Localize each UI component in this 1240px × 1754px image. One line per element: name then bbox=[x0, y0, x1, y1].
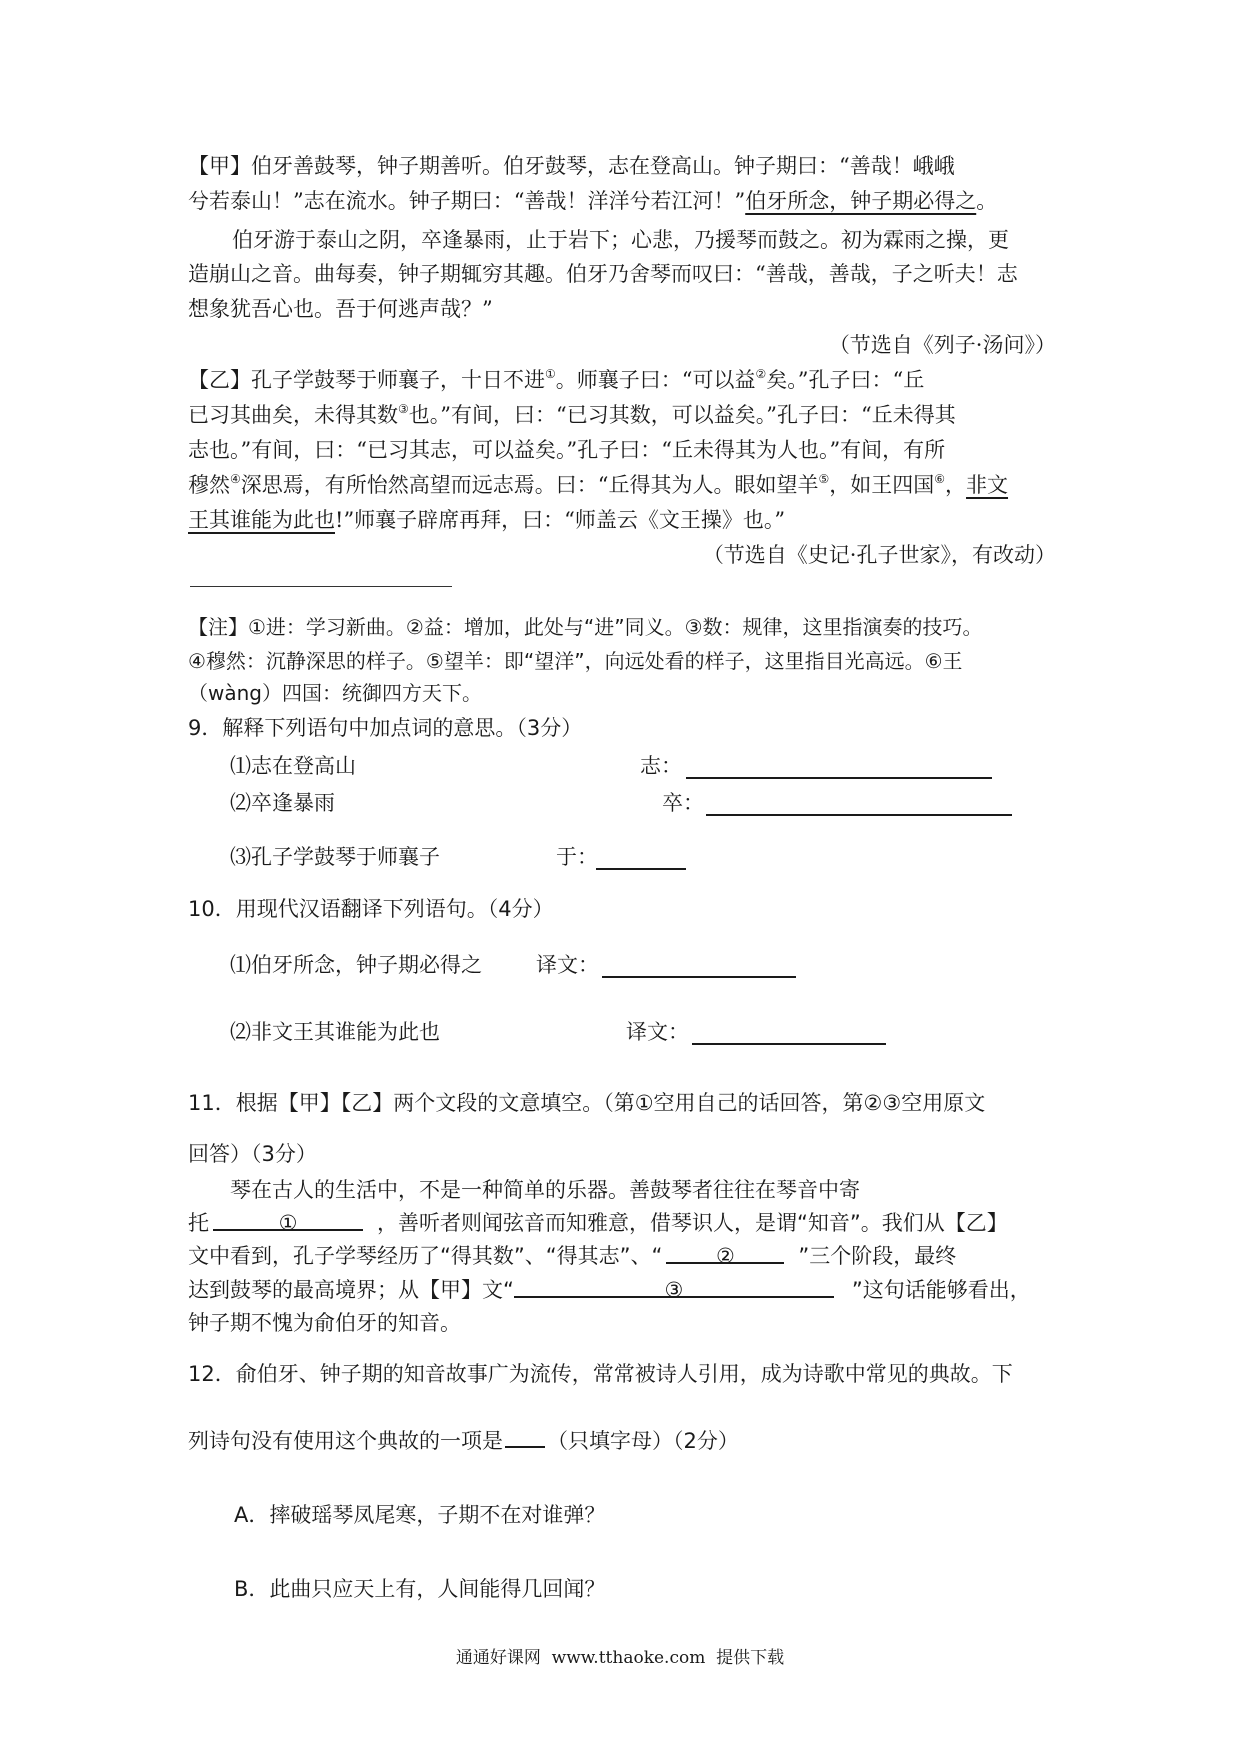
q9-item2-label: 卒： bbox=[662, 791, 704, 815]
q10-stem: 10．用现代汉语翻译下列语句。（4分） bbox=[188, 897, 554, 921]
q12-stem-line2-text-a: 列诗句没有使用这个典故的一项是 bbox=[188, 1429, 503, 1453]
q11-blank3-marker: ③ bbox=[664, 1278, 684, 1302]
notes-line3: （wàng）四国：统御四方天下。 bbox=[188, 681, 482, 705]
yi-line4 bbox=[188, 471, 1008, 499]
q11-blank1-field[interactable] bbox=[213, 1209, 363, 1235]
jia-p2-line2: 造崩山之音。曲每奏，钟子期辄穷其趣。伯牙乃舍琴而叹曰：“善哉，善哉，子之听夫！志 bbox=[188, 262, 1018, 286]
note-marker-6: ⑥ bbox=[934, 472, 946, 486]
q9-answer2-field[interactable] bbox=[706, 794, 1012, 816]
yi-line4-text-c: ，如王四国 bbox=[829, 473, 935, 497]
q11-para-line2-text-a: 托 bbox=[188, 1211, 209, 1235]
yi-source: （节选自《史记·孔子世家》，有改动） bbox=[702, 543, 1056, 567]
q11-blank2-field[interactable] bbox=[666, 1242, 784, 1268]
yi-line1-text-a: 【乙】孔子学鼓琴于师襄子，十日不进 bbox=[188, 368, 545, 392]
q11-para-line2 bbox=[188, 1209, 1008, 1237]
yi-underlined-sentence-end: 王其谁能为此也 bbox=[188, 508, 335, 532]
note-marker-4: ④ bbox=[230, 472, 241, 486]
yi-line5-text: !”师襄子辟席再拜，曰：“师盖云《文王操》也。” bbox=[335, 508, 786, 532]
q12-option-b: B．此曲只应天上有，人间能得几回闻？ bbox=[234, 1577, 606, 1601]
jia-p2-line3: 想象犹吾心也。吾于何逃声哉？” bbox=[188, 297, 493, 321]
q10-item1: ⑴伯牙所念，钟子期必得之 bbox=[230, 953, 482, 977]
q12-option-a: A．摔破瑶琴凤尾寒，子期不在对谁弹？ bbox=[234, 1503, 606, 1527]
yi-line1-text-c: 矣。”孔子曰：“丘 bbox=[766, 368, 925, 392]
yi-line5 bbox=[188, 506, 785, 534]
q11-stem-line1: 11．根据【甲】【乙】两个文段的文意填空。（第①空用自己的话回答，第②③空用原文 bbox=[188, 1091, 986, 1115]
q11-para-line2-text-b: ，善听者则闻弦音而知雅意，借琴识人，是谓“知音”。我们从【乙】 bbox=[377, 1211, 1008, 1235]
notes-line2: ④穆然：沉静深思的样子。⑤望羊：即“望洋”，向远处看的样子，这里指目光高远。⑥王 bbox=[188, 649, 963, 673]
q9-answer1-field[interactable] bbox=[686, 757, 992, 779]
q11-para-line3-text-a: 文中看到，孔子学琴经历了“得其数”、“得其志”、“ bbox=[188, 1244, 663, 1268]
q12-stem-line2-text-b: （只填字母）（2分） bbox=[547, 1429, 739, 1453]
yi-line4-text-a: 穆然 bbox=[188, 473, 230, 497]
page-footer: 通通好课网 www.tthaoke.com 提供下载 bbox=[455, 1648, 785, 1668]
q10-item2: ⑵非文王其谁能为此也 bbox=[230, 1020, 440, 1044]
q11-para-line3 bbox=[188, 1242, 956, 1270]
q11-stem-line2: 回答）（3分） bbox=[188, 1142, 317, 1166]
q9-item1-label: 志： bbox=[640, 754, 682, 778]
q10-item2-label: 译文： bbox=[626, 1020, 689, 1044]
q9-answer3-field[interactable] bbox=[596, 848, 686, 870]
q10-item1-label: 译文： bbox=[536, 953, 599, 977]
q9-item3: ⑶孔子学鼓琴于师襄子 bbox=[230, 845, 440, 869]
yi-line4-text-d: ， bbox=[945, 473, 967, 497]
jia-p2-line1: 伯牙游于泰山之阴，卒逢暴雨，止于岩下；心悲，乃援琴而鼓之。初为霖雨之操，更 bbox=[232, 228, 1009, 252]
q11-para-line4-text-a: 达到鼓琴的最高境界；从【甲】文“ bbox=[188, 1278, 514, 1302]
q11-blank2-marker: ② bbox=[715, 1244, 735, 1268]
q9-item1: ⑴志在登高山 bbox=[230, 754, 356, 778]
jia-source: （节选自《列子·汤问》） bbox=[828, 333, 1056, 357]
jia-p1-line1: 【甲】伯牙善鼓琴，钟子期善听。伯牙鼓琴，志在登高山。钟子期曰：“善哉！峨峨 bbox=[188, 154, 955, 178]
notes-divider bbox=[190, 586, 452, 587]
jia-p1-line2 bbox=[188, 187, 997, 215]
yi-line3: 志也。”有间，曰：“已习其志，可以益矣。”孔子曰：“丘未得其为人也。”有间，有所 bbox=[188, 438, 946, 462]
q12-stem-line1: 12．俞伯牙、钟子期的知音故事广为流传，常常被诗人引用，成为诗歌中常见的典故。下 bbox=[188, 1362, 1013, 1386]
q11-para-line4-text-b: ”这句话能够看出， bbox=[851, 1278, 1031, 1302]
q10-answer1-field[interactable] bbox=[602, 956, 796, 978]
jia-p1-line2-end: 。 bbox=[976, 189, 998, 213]
q11-para-line5: 钟子期不愧为俞伯牙的知音。 bbox=[188, 1311, 461, 1335]
yi-line1-text-b: 。师襄子曰：“可以益 bbox=[555, 368, 756, 392]
note-marker-1: ① bbox=[545, 367, 556, 381]
yi-underlined-sentence-start: 非文 bbox=[966, 473, 1009, 497]
q9-stem: 9．解释下列语句中加点词的意思。（3分） bbox=[188, 716, 583, 740]
yi-line2 bbox=[188, 401, 956, 429]
note-marker-3: ③ bbox=[398, 402, 409, 416]
jia-underlined-sentence: 伯牙所念，钟子期必得之 bbox=[745, 189, 977, 213]
yi-line2-text-a: 已习其曲矣，未得其数 bbox=[188, 403, 398, 427]
q11-para-line1: 琴在古人的生活中，不是一种简单的乐器。善鼓琴者往往在琴音中寄 bbox=[230, 1178, 860, 1202]
yi-line2-text-b: 也。”有间，曰：“已习其数，可以益矣。”孔子曰：“丘未得其 bbox=[408, 403, 956, 427]
q9-item2: ⑵卒逢暴雨 bbox=[230, 791, 335, 815]
q11-blank3-field[interactable] bbox=[514, 1276, 834, 1302]
yi-line4-text-b: 深思焉，有所怡然高望而远志焉。曰：“丘得其为人。眼如望羊 bbox=[240, 473, 819, 497]
notes-line1: 【注】①进：学习新曲。②益：增加，此处与“进”同义。③数：规律，这里指演奏的技巧。 bbox=[188, 615, 983, 639]
q12-stem-line2 bbox=[188, 1426, 739, 1455]
note-marker-2: ② bbox=[755, 367, 767, 381]
q12-answer-field[interactable] bbox=[505, 1426, 545, 1448]
q11-para-line4 bbox=[188, 1276, 1031, 1304]
q11-blank1-marker: ① bbox=[278, 1211, 298, 1235]
q10-answer2-field[interactable] bbox=[692, 1023, 886, 1045]
q11-para-line3-text-b: ”三个阶段，最终 bbox=[798, 1244, 957, 1268]
jia-p1-line2-text: 兮若泰山！”志在流水。钟子期曰：“善哉！洋洋兮若江河！” bbox=[188, 189, 746, 213]
yi-line1 bbox=[188, 366, 924, 394]
q9-item3-label: 于： bbox=[556, 845, 598, 869]
note-marker-5: ⑤ bbox=[818, 472, 830, 486]
